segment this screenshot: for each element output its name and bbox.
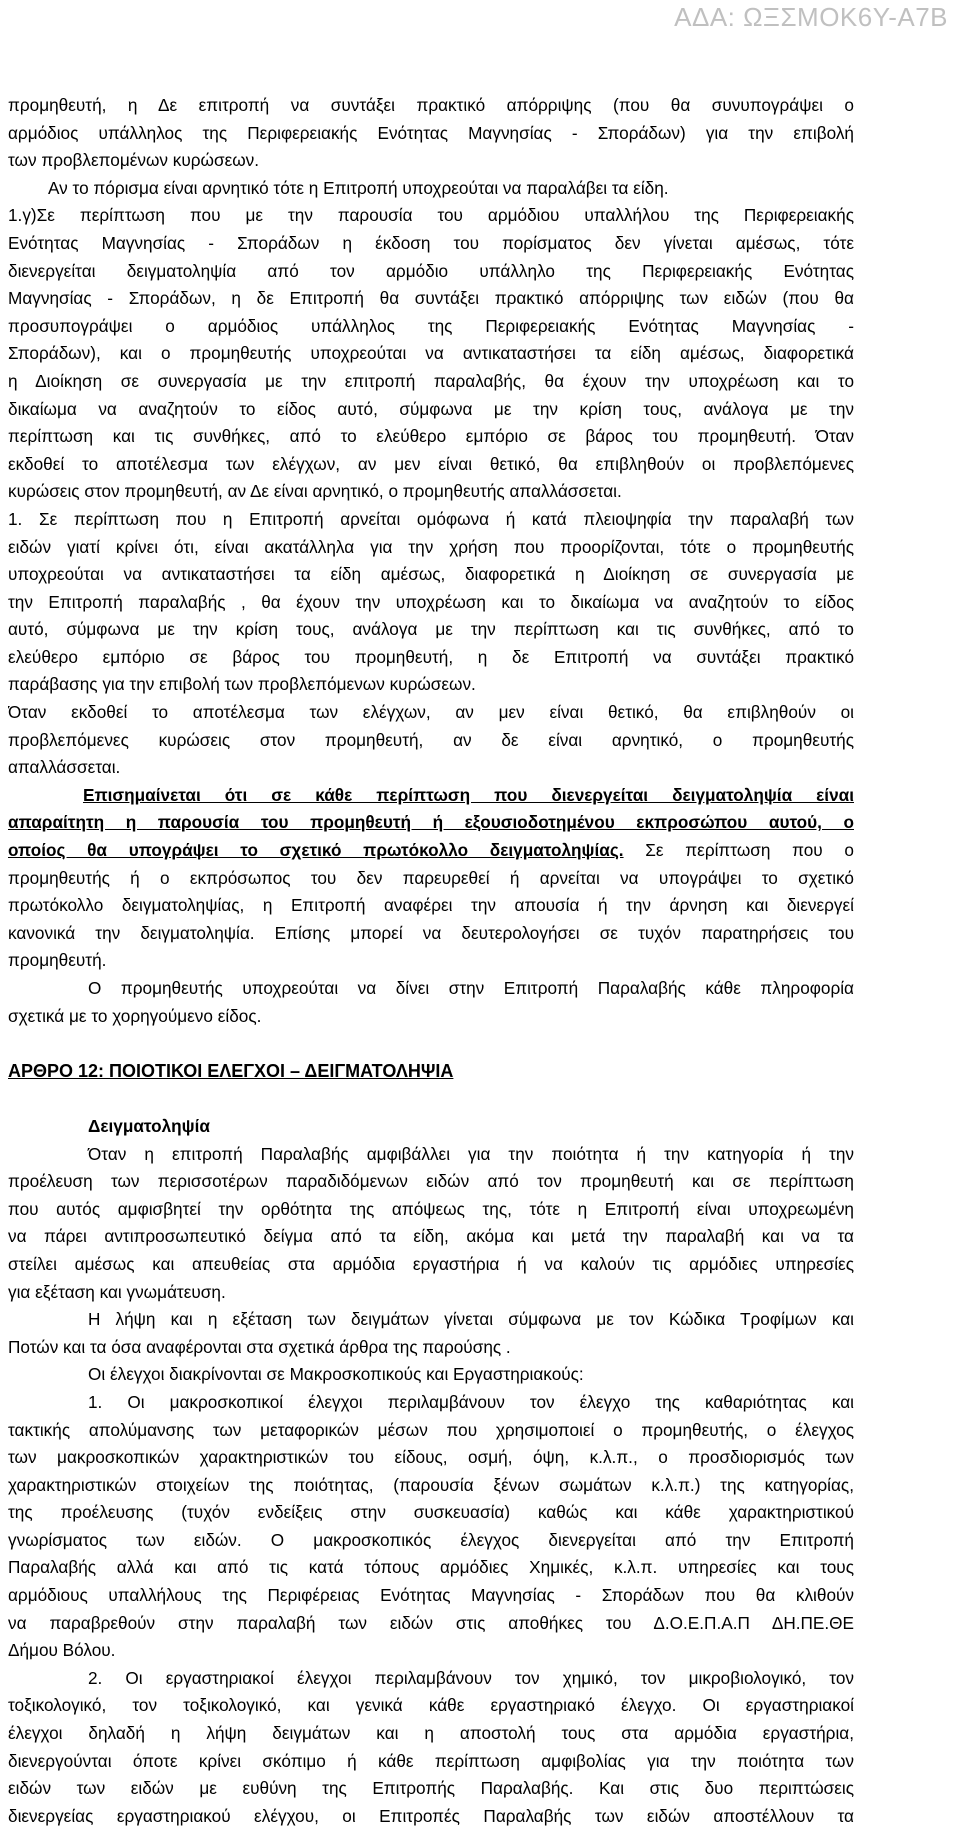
text-line: Όταν η επιτροπή Παραλαβής αμφιβάλλει για την ποιότητα ή την κατηγορία ή την: [88, 1143, 854, 1164]
paragraph-food-code: [8, 1306, 854, 1361]
text-line: 1. Σε περίπτωση που η Επιτροπή αρνείται ομόφωνα ή κατά πλειοψηφία την παραλαβή των: [8, 508, 854, 529]
text-line: 1. Οι μακροσκοπικοί έλεγχοι περιλαμβάνουν τον έλεγχο της καθαριότητας και: [88, 1391, 854, 1412]
text-line: Παραλαβής αλλά και από τις κατά τόπους αρμόδιες Χημικές, κ.λ.π. υπηρεσίες και τους: [8, 1557, 854, 1578]
text-line: Όταν εκδοθεί το αποτέλεσμα των ελέγχων, αν μεν είναι θετικό, θα επιβληθούν οι: [8, 702, 854, 723]
ada-code: ΑΔΑ: ΩΞΣΜΟΚ6Υ-Α7Β: [674, 2, 948, 32]
text-line: Μαγνησίας - Σποράδων, η δε Επιτροπή θα συντάξει πρακτικό απόρριψης των ειδών (που θα: [8, 288, 854, 309]
text-line: αυτό, σύμφωνα με την κρίση τους, ανάλογα με την περίπτωση και τις συνθήκες, από το: [8, 619, 854, 640]
text-line: 2. Οι εργαστηριακοί έλεγχοι περιλαμβάνουν τον χημικό, τον μικροβιολογικό, τον: [88, 1667, 854, 1688]
text-line: 1.γ)Σε περίπτωση που με την παρουσία του αρμόδιου υπαλλήλου της Περιφερειακής: [8, 205, 854, 226]
section-subheading: Δειγματοληψία: [88, 1115, 210, 1136]
text-line: κυρώσεις στον προμηθευτή, αν Δε είναι αρνητικό, ο προμηθευτής απαλλάσσεται.: [8, 481, 622, 502]
paragraph-controls-types: Οι έλεγχοι διακρίνονται σε Μακροσκοπικούς και Εργαστηριακούς:: [88, 1364, 584, 1385]
text-line: προέλευση των περισσοτέρων παραδιδόμενων ειδών από τον προμηθευτή και σε περίπτωση: [8, 1171, 854, 1192]
bold-notice-line: Επισημαίνεται ότι σε κάθε περίπτωση που διενεργείται δειγματοληψία είναι: [83, 784, 854, 805]
text-line: κανονικά την δειγματοληψία. Επίσης μπορεί να δευτερολογήσει σε τυχόν παρατηρήσεις του: [8, 922, 854, 943]
text-line: τοξικολογικό, τον τοξικολογικό, και γενικά κάθε εργαστηριακό έλεγχο. Οι εργαστηριακοί: [8, 1695, 854, 1716]
paragraph-continuation: [8, 92, 854, 175]
text-line: διενεργείας εργαστηριακού ελέγχου, οι Επιτροπές Παραλαβής των ειδών αποστέλλουν τα: [8, 1805, 854, 1826]
text-line: δικαίωμα να αναζητούν το είδος αυτό, σύμφωνα με την κρίση τους, ανάλογα με την: [8, 398, 854, 419]
paragraph-laboratory: [8, 1665, 854, 1830]
paragraph-results: [8, 699, 854, 782]
text-line: διενεργείται δειγματοληψία από τον αρμόδιο υπάλληλο της Περιφερειακής Ενότητας: [8, 260, 854, 281]
bold-notice-line: οποίος θα υπογράψει το σχετικό πρωτόκολλο δειγματοληψίας.: [8, 840, 624, 861]
text-line: τακτικής απολύμανσης των μεταφορικών μέσων που χρησιμοποιεί ο προμηθευτής, ο έλεγχος: [8, 1419, 854, 1440]
paragraph-1g: [8, 202, 854, 506]
text-line: Δήμου Βόλου.: [8, 1640, 116, 1661]
paragraph-sampling: [8, 1141, 854, 1307]
text-line: περίπτωση και τις συνθήκες, από το ελεύθερο εμπόριο σε βάρος του προμηθευτή. Όταν: [8, 426, 854, 447]
document-body: [8, 92, 854, 1830]
text-line: ειδών γιατί κρίνει ότι, είναι ακατάλληλα για την χρήση που προορίζονται, τότε ο προμηθευτής: [8, 536, 854, 557]
text-line: Σποράδων), και ο προμηθευτής υποχρεούται να αντικαταστήσει τα είδη αμέσως, διαφορετικά: [8, 343, 854, 364]
text-line: χαρακτηριστικών στοιχείων της ποιότητας, (παρουσία ξένων σωμάτων κ.λ.π.) της κατηγορίας,: [8, 1474, 854, 1495]
text-line: σχετικά με το χορηγούμενο είδος.: [8, 1005, 262, 1026]
text-line: προσυπογράψει ο αρμόδιος υπάλληλος της Περιφερειακής Ενότητας Μαγνησίας -: [8, 315, 854, 336]
text-line: που αυτός αμφισβητεί την ορθότητα της απόψεως της, τότε η Επιτροπή είναι υποχρεωμένη: [8, 1198, 854, 1219]
paragraph-sampling-notice: [8, 782, 854, 975]
text-line: αρμόδιους υπαλλήλους της Περιφέρειας Ενότητας Μαγνησίας - Σποράδων που θα κλιθούν: [8, 1585, 854, 1606]
text-line: διενεργούνται όποτε κρίνει σκόπιμο ή κάθε περίπτωση αμφιβολίας για την ποιότητα των: [8, 1750, 854, 1771]
text-line: η Διοίκηση σε συνεργασία με την επιτροπή παραλαβής, θα έχουν την υποχρέωση και το: [8, 370, 854, 391]
document-header: [0, 0, 960, 50]
text-line: των μακροσκοπικών χαρακτηριστικών του είδους, οσμή, όψη, κ.λ.π., ο προσδιορισμός των: [8, 1447, 854, 1468]
text-line: Ενότητας Μαγνησίας - Σποράδων η έκδοση του πορίσματος δεν γίνεται αμέσως, τότε: [8, 232, 854, 253]
text-line: Ο προμηθευτής υποχρεούται να δίνει στην Επιτροπή Παραλαβής κάθε πληροφορία: [88, 978, 854, 998]
article-heading: ΑΡΘΡΟ 12: ΠΟΙΟΤΙΚΟΙ ΕΛΕΓΧΟΙ – ΔΕΙΓΜΑΤΟΛΗΨΙΑ: [8, 1060, 454, 1081]
text-line: έλεγχοι δηλαδή η λήψη δειγμάτων και η αποστολή τους στα αρμόδια εργαστήρια,: [8, 1723, 854, 1744]
text-line: αρμόδιος υπάλληλος της Περιφερειακής Ενότητας Μαγνησίας - Σποράδων) για την επιβολή: [8, 122, 854, 143]
text-line: γνωρίσματος των ειδών. Ο μακροσκοπικός έλεγχος διενεργείται από την Επιτροπή: [8, 1529, 854, 1550]
text-line: ειδών των ειδών με ευθύνη της Επιτροπής Παραλαβής. Και στις δυο περιπτώσεις: [8, 1778, 854, 1799]
text-line: παράβασης για την επιβολή των προβλεπόμενων κυρώσεων.: [8, 674, 476, 695]
text-line: Η λήψη και η εξέταση των δειγμάτων γίνεται σύμφωνα με τον Κώδικα Τροφίμων και: [88, 1309, 854, 1330]
bold-notice-line: απαραίτητη η παρουσία του προμηθευτή ή εξουσιοδοτημένου εκπροσώπου αυτού, ο: [8, 812, 854, 833]
text-line: προμηθευτή.: [8, 950, 107, 971]
text-line: [8, 837, 854, 865]
text-fragment: Σε περίπτωση που ο: [623, 840, 854, 861]
text-line: υποχρεούται να αντικαταστήσει τα είδη αμέσως, διαφορετικά η Διοίκηση σε συνεργασία με: [8, 564, 854, 585]
paragraph-item-1: [8, 506, 854, 699]
text-line: στείλει αμέσως και απευθείας στα αρμόδια εργαστήρια ή να καλούν τις αρμόδιες υπηρεσίες: [8, 1253, 854, 1274]
text-line: την Επιτροπή παραλαβής , θα έχουν την υποχρέωση και το δικαίωμα να αναζητούν το είδος: [8, 591, 854, 612]
text-line: απαλλάσσεται.: [8, 757, 121, 778]
text-line: προμηθευτής ή ο εκπρόσωπος του δεν παρευρεθεί ή αρνείται να υπογράψει το σχετικό: [8, 867, 854, 888]
text-line: πρωτόκολλο δειγματοληψίας, η Επιτροπή αναφέρει την απουσία ή την άρνηση και διενεργεί: [8, 895, 854, 916]
text-line: για εξέταση και γνωμάτευση.: [8, 1281, 226, 1302]
text-line: να πάρει αντιπροσωπευτικό δείγμα από τα είδη, ακόμα και μετά την παραλαβή και να τα: [8, 1226, 854, 1247]
text-line: της προέλευσης (τυχόν ενδείξεις στην συσκευασία) καθώς και κάθε χαρακτηριστικού: [8, 1502, 854, 1523]
paragraph-macroscopic: [8, 1389, 854, 1665]
paragraph-supplier-info: [8, 975, 854, 1030]
text-line: ελεύθερο εμπόριο σε βάρος του προμηθευτή, η δε Επιτροπή να συντάξει πρακτικό: [8, 646, 854, 667]
text-line: των προβλεπομένων κυρώσεων.: [8, 150, 260, 171]
text-line: προβλεπόμενες κυρώσεις στον προμηθευτή, αν δε είναι αρνητικό, ο προμηθευτής: [8, 729, 854, 750]
paragraph-negative-finding: Αν το πόρισμα είναι αρνητικό τότε η Επιτροπή υποχρεούται να παραλάβει τα είδη.: [48, 177, 669, 198]
text-line: εκδοθεί το αποτέλεσμα των ελέγχων, αν μεν είναι θετικό, θα επιβληθούν οι προβλεπόμενες: [8, 453, 854, 474]
text-line: Ποτών και τα όσα αναφέρονται στα σχετικά άρθρα της παρούσης .: [8, 1336, 511, 1357]
text-line: να παραβρεθούν στην παραλαβή των ειδών στις αποθήκες του Δ.Ο.Ε.Π.Α.Π ΔΗ.ΠΕ.ΘΕ: [8, 1612, 854, 1633]
text-line: προμηθευτή, η Δε επιτροπή να συντάξει πρακτικό απόρριψης (που θα συνυπογράψει ο: [8, 95, 854, 115]
